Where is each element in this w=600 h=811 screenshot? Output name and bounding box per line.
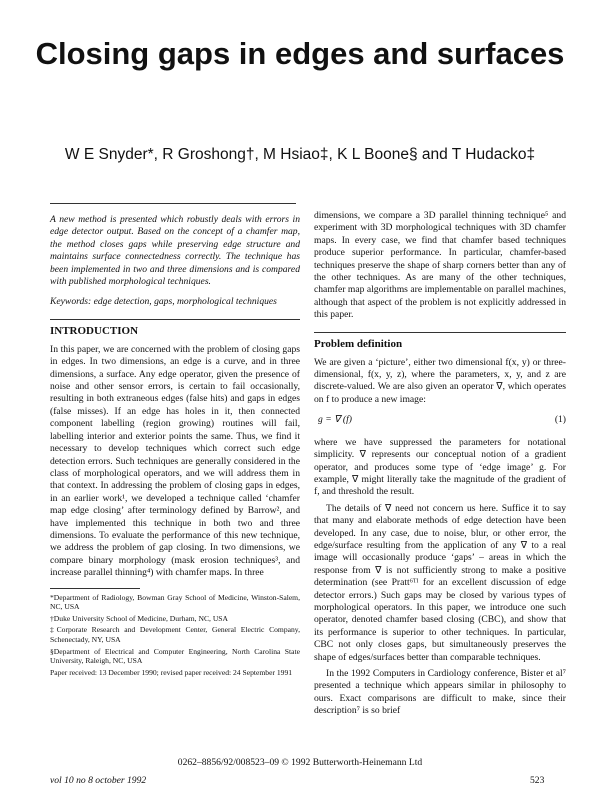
left-column (50, 214, 300, 679)
intro-continued: dimensions, we compare a 3D parallel thinning technique⁵ and experiment with 3D morphological techniques with 3D chamfer maps. In every case, we find that chamfer based techniques produce superior performance. In particular, chamfer-based techniques preserve the shape of sharp corners better than any of the other techniques. As are many of the other techniques, chamfer map algorithms are implementable on parallel machines, although that aspect of the problem is not explicitly addressed in this paper. (314, 210, 566, 321)
journal-info: vol 10 no 8 october 1992 (50, 775, 147, 786)
paragraph: where we have suppressed the parameters for notational simplicity. ∇ represents our conceptual notion of a gradient operator, and produces some type of ‘edge image’ g. For example, ∇ might literally take the magnitude of the gradient of f, and threshold the result. (314, 436, 566, 498)
equation-number: (1) (554, 414, 566, 426)
page-number: 523 (530, 775, 545, 786)
footnote: §Department of Electrical and Computer Engineering, North Carolina State University, Raleigh, NC, USA (50, 646, 300, 666)
divider (50, 203, 296, 204)
footnotes (50, 593, 300, 678)
section-divider (50, 319, 300, 320)
footnote-divider (50, 588, 140, 589)
right-column (314, 210, 566, 722)
footnote: Paper received: 13 December 1990; revised paper received: 24 September 1991 (50, 667, 293, 677)
paragraph: We are given a ‘picture’, either two dimensional f(x, y) or three-dimensional, f(x, y, z), where the parameters, x, y, and z are discrete-valued. We are also given an operator ∇, which operates on f to produce a new image: (314, 356, 566, 405)
keywords: Keywords: edge detection, gaps, morphological techniques (50, 296, 277, 308)
paragraph: In the 1992 Computers in Cardiology conference, Bister et al⁷ presented a technique which appears similar in philosophy to ours. Exact comparisons are difficult to make, since their description⁷ is so brief (314, 668, 566, 717)
footnote: *Department of Radiology, Bowman Gray School of Medicine, Winston-Salem, NC, USA (50, 592, 300, 612)
equation (318, 414, 566, 426)
introduction-heading: INTRODUCTION (50, 324, 139, 337)
copyright-line: 0262–8856/92/008523–09 © 1992 Butterworth-Heinemann Ltd (177, 757, 423, 768)
equation-body: g = ∇ (f) (318, 414, 352, 426)
introduction-text: In this paper, we are concerned with the problem of closing gaps in edges. In two dimensions, an edge is a curve, and in three dimensions, a surface. Any edge operator, given the presence of noise and other sensor errors, is certain to fail occasionally, resulting in both extraneous edges (false hits) and gaps in edges (false misses). If an edge has holes in it, then connected component labelling (region growing) routines will fail, labelling interior and exterior points the same. Thus, we find it necessary to develop techniques which correct such edge detection errors. Such techniques are generally considered in the class of morphological operators, and we will address them in that context. In addressing the problem of closing gaps in edges, in an earlier work¹, we developed a technique called ‘chamfer map edge closing’ after terminology defined by Barrow², and have implemented this technique in both two and three dimensions. To evaluate the performance of this new technique, we address the problem of gap closing. In two dimensions, we compare binary morphology (mask erosion techniques³, and increase parallel thinning⁴) with chamfer maps. In three (50, 343, 300, 579)
problem-heading: Problem definition (314, 337, 403, 350)
section-divider (314, 332, 566, 333)
footnote: ‡Corporate Research and Development Center, General Electric Company, Schenectady, NY, USA (50, 625, 300, 644)
paragraph: The details of ∇ need not concern us here. Suffice it to say that many and elaborate methods of edge detection have been developed. In any case, due to noise, blur, or other error, the edge/surface resulting from the application of any ∇ to a real image will occasionally produce ‘gaps’ – areas in which the response from ∇ is not sufficiently strong to make a positive determination (see Pratt⁶ᵀᴵ for an excellent discussion of edge detector errors.) Such gaps may be closed by various types of morphological operators. In this paper, we introduce one such operator, denoted chamfer based closing (CBC), and show that its performance is superior to other techniques. In particular, CBC not only closes gaps, but simultaneously preserves the shape of edges/surfaces better than comparable techniques. (314, 502, 566, 663)
author-list: W E Snyder*, R Groshong†, M Hsiao‡, K L Boone§ and T Hudacko‡ (64, 146, 536, 163)
paper-title: Closing gaps in edges and surfaces (35, 36, 565, 71)
abstract: A new method is presented which robustly deals with errors in edge detector output. Based on the concept of a chamfer map, the method closes gaps while preserving edge structure and maintains surface connectedness correctly. The technique has been implemented in two and three dimensions and is compared with published morphological techniques. (50, 214, 300, 288)
footnote: †Duke University School of Medicine, Durham, NC, USA (50, 613, 229, 623)
